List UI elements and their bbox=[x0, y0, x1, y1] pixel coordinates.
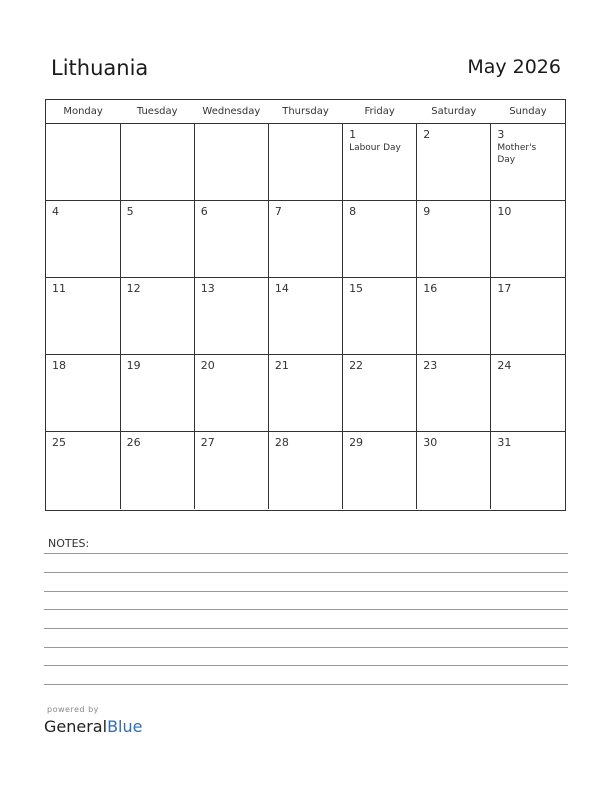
weekday-header-row bbox=[46, 100, 565, 124]
day-cell bbox=[120, 278, 194, 355]
day-number: 6 bbox=[200, 205, 208, 218]
day-cell bbox=[343, 432, 417, 509]
day-cell bbox=[417, 124, 491, 201]
calendar-grid bbox=[45, 99, 566, 511]
day-cell bbox=[194, 124, 268, 201]
day-number: 31 bbox=[497, 436, 512, 449]
notes-label: NOTES: bbox=[48, 537, 90, 550]
day-number: 1 bbox=[349, 128, 357, 141]
day-cell bbox=[343, 355, 417, 432]
day-cell bbox=[46, 278, 120, 355]
day-number: 26 bbox=[126, 436, 141, 449]
notes-line bbox=[44, 591, 568, 592]
day-cell bbox=[491, 201, 565, 278]
calendar-table bbox=[46, 100, 565, 509]
day-cell bbox=[46, 432, 120, 509]
day-cell bbox=[46, 355, 120, 432]
week-row bbox=[46, 355, 565, 432]
day-number: 21 bbox=[274, 359, 289, 372]
weekday-header: Friday bbox=[343, 100, 417, 124]
day-cell bbox=[417, 201, 491, 278]
day-number: 29 bbox=[349, 436, 364, 449]
notes-line bbox=[44, 553, 568, 554]
holiday-label: Labour Day bbox=[349, 143, 401, 153]
day-number: 4 bbox=[52, 205, 59, 218]
day-number: 18 bbox=[52, 359, 66, 372]
day-cell bbox=[417, 355, 491, 432]
day-cell bbox=[491, 124, 565, 201]
brand-general-text: General bbox=[44, 717, 108, 736]
notes-line bbox=[44, 628, 568, 629]
day-cell bbox=[268, 278, 342, 355]
weekday-header: Saturday bbox=[417, 100, 491, 124]
week-row bbox=[46, 124, 565, 201]
notes-line bbox=[44, 572, 568, 573]
day-cell bbox=[120, 432, 194, 509]
day-number: 7 bbox=[274, 205, 282, 218]
calendar-country-title: Lithuania bbox=[51, 56, 149, 80]
generalblue-logo bbox=[44, 717, 142, 736]
weekday-header: Tuesday bbox=[120, 100, 194, 124]
day-cell bbox=[120, 124, 194, 201]
day-number: 9 bbox=[423, 205, 431, 218]
day-number: 25 bbox=[52, 436, 66, 449]
day-number: 23 bbox=[423, 359, 438, 372]
day-cell bbox=[120, 355, 194, 432]
day-number: 8 bbox=[349, 205, 357, 218]
day-number: 14 bbox=[274, 282, 289, 295]
day-cell bbox=[343, 201, 417, 278]
day-cell bbox=[194, 278, 268, 355]
day-number: 17 bbox=[497, 282, 512, 295]
day-cell bbox=[46, 201, 120, 278]
day-cell bbox=[120, 201, 194, 278]
day-cell bbox=[491, 355, 565, 432]
day-cell bbox=[268, 124, 342, 201]
day-cell bbox=[417, 432, 491, 509]
brand-blue-text: Blue bbox=[107, 717, 143, 736]
day-number: 3 bbox=[497, 128, 505, 141]
notes-line bbox=[44, 684, 568, 685]
day-cell bbox=[194, 432, 268, 509]
powered-by-text: powered by bbox=[47, 705, 99, 714]
day-cell bbox=[46, 124, 120, 201]
day-cell bbox=[194, 201, 268, 278]
day-number: 30 bbox=[423, 436, 438, 449]
day-cell bbox=[268, 201, 342, 278]
day-number: 13 bbox=[200, 282, 215, 295]
day-number: 12 bbox=[126, 282, 141, 295]
weekday-header: Sunday bbox=[491, 100, 565, 124]
day-number: 27 bbox=[200, 436, 215, 449]
day-number: 16 bbox=[423, 282, 438, 295]
calendar-month-title: May 2026 bbox=[467, 56, 561, 78]
day-cell bbox=[194, 355, 268, 432]
day-number: 22 bbox=[349, 359, 364, 372]
day-number: 24 bbox=[497, 359, 512, 372]
day-cell bbox=[491, 278, 565, 355]
day-number: 19 bbox=[126, 359, 141, 372]
weekday-header: Thursday bbox=[268, 100, 342, 124]
day-number: 11 bbox=[52, 282, 66, 295]
day-number: 28 bbox=[274, 436, 289, 449]
day-number: 2 bbox=[423, 128, 431, 141]
day-cell bbox=[417, 278, 491, 355]
holiday-label: Mother's Day bbox=[497, 143, 537, 165]
day-number: 10 bbox=[497, 205, 512, 218]
week-row bbox=[46, 278, 565, 355]
day-cell bbox=[268, 355, 342, 432]
day-cell bbox=[343, 278, 417, 355]
weekday-header: Wednesday bbox=[194, 100, 268, 124]
day-cell bbox=[268, 432, 342, 509]
notes-line bbox=[44, 609, 568, 610]
day-cell bbox=[491, 432, 565, 509]
notes-line bbox=[44, 665, 568, 666]
day-cell bbox=[343, 124, 417, 201]
day-number: 20 bbox=[200, 359, 215, 372]
day-number: 5 bbox=[126, 205, 134, 218]
weekday-header: Monday bbox=[46, 100, 120, 124]
day-number: 15 bbox=[349, 282, 364, 295]
week-row bbox=[46, 432, 565, 509]
notes-line bbox=[44, 647, 568, 648]
week-row bbox=[46, 201, 565, 278]
